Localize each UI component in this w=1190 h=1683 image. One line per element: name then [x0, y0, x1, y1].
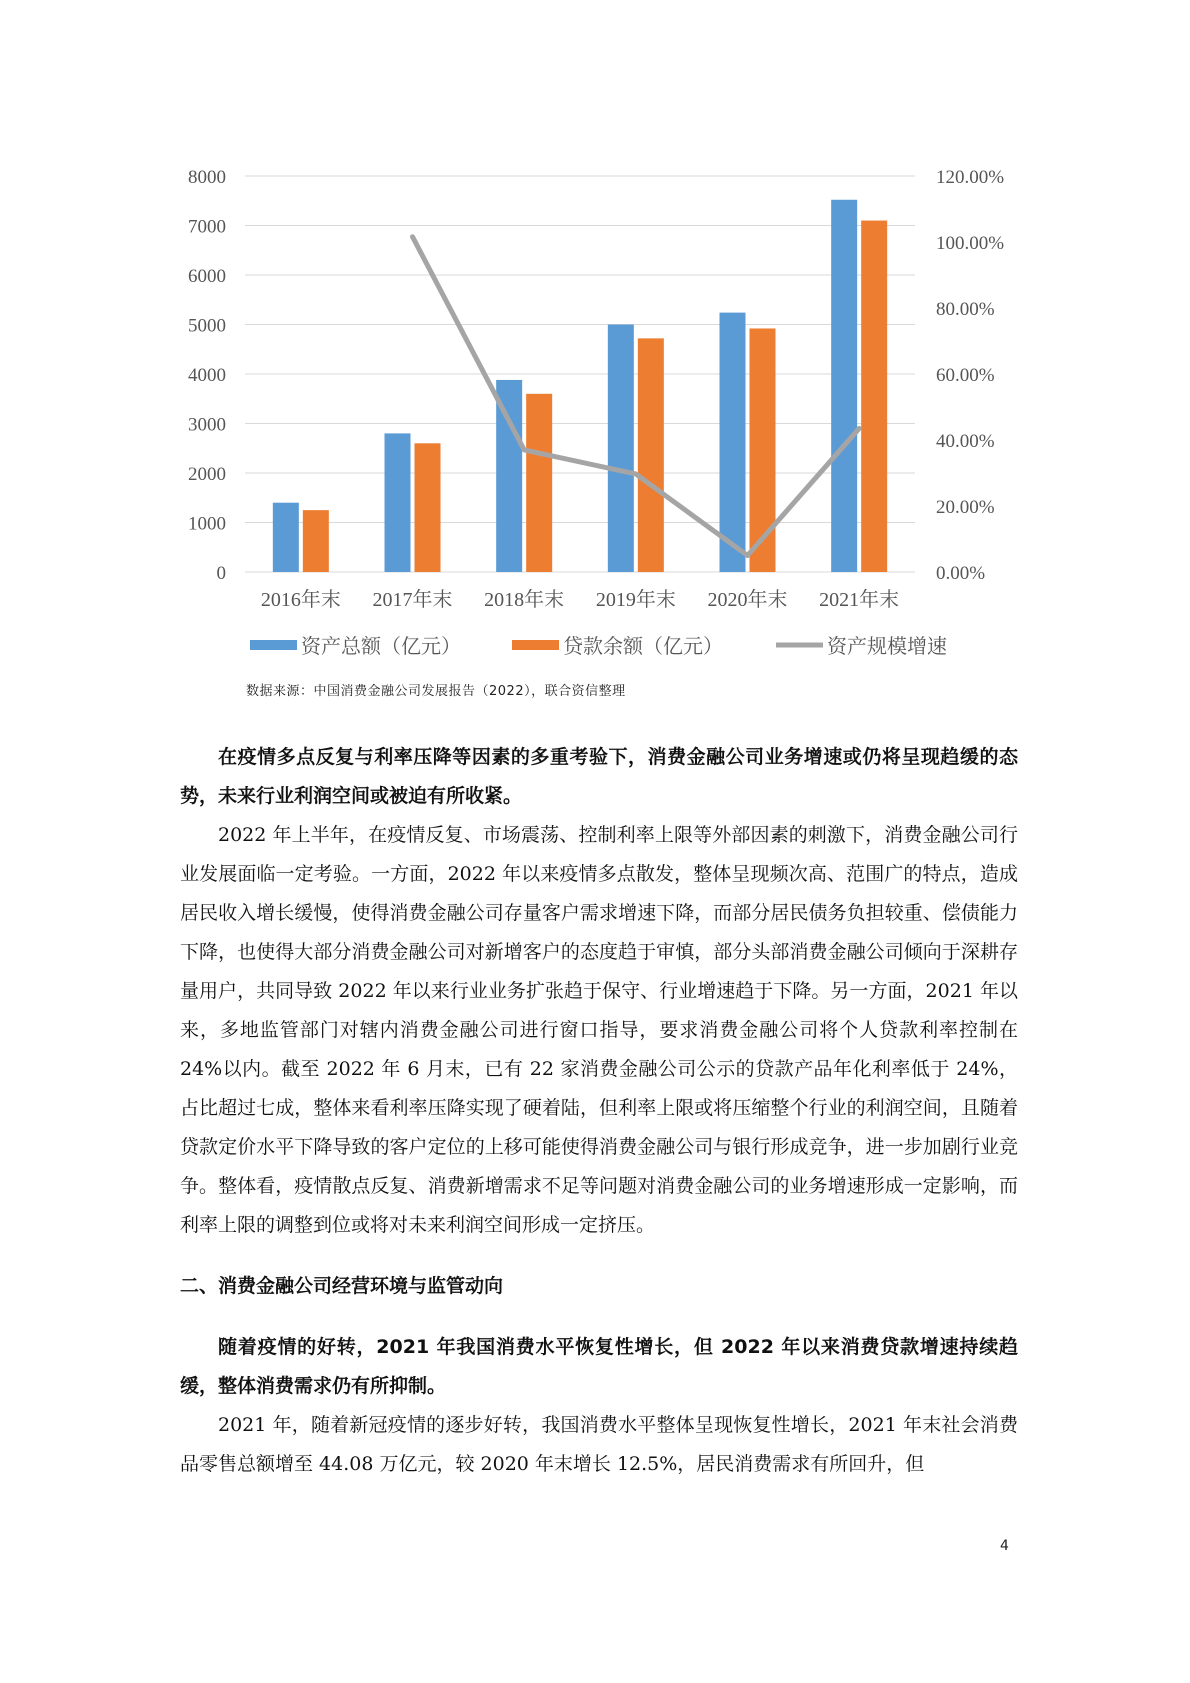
bars [273, 200, 887, 572]
x-axis [261, 588, 899, 611]
x-tick-label: 2018年末 [484, 589, 565, 611]
y-left-tick-label: 5000 [188, 315, 226, 337]
growth-line [413, 237, 860, 556]
bar-loans [861, 221, 887, 572]
bar-assets [720, 313, 746, 572]
y-left-tick-label: 0 [216, 563, 226, 584]
legend-label-assets: 资产总额（亿元） [301, 634, 461, 658]
legend-swatch-loans [512, 640, 559, 650]
x-tick-label: 2017年末 [372, 589, 453, 611]
y-right-tick-label: 120.00% [936, 167, 1005, 188]
x-tick-label: 2020年末 [707, 589, 788, 611]
bar-assets [273, 503, 299, 572]
y-right-tick-label: 0.00% [936, 563, 986, 584]
y-left-tick-label: 8000 [188, 167, 226, 188]
chart [0, 0, 1190, 680]
bar-loans [526, 394, 552, 572]
legend-label-loans: 贷款余额（亿元） [563, 634, 723, 658]
paragraph-heading-1: 在疫情多点反复与利率压降等因素的多重考验下，消费金融公司业务增速或仍将呈现趋缓的态势，未来行业利润空间或被迫有所收紧。 [180, 746, 1018, 807]
y-axis-right [936, 167, 1004, 584]
x-tick-label: 2019年末 [595, 589, 676, 611]
bar-assets [385, 433, 411, 572]
paragraph-heading-2: 随着疫情的好转，2021 年我国消费水平恢复性增长，但 2022 年以来消费贷款增速持续趋缓，整体消费需求仍有所抑制。 [180, 1336, 1018, 1397]
y-axis-left [188, 167, 226, 584]
bar-loans [415, 443, 441, 572]
bar-loans [303, 510, 329, 572]
section-title: 二、消费金融公司经营环境与监管动向 [180, 1275, 504, 1297]
y-left-tick-label: 6000 [188, 266, 226, 287]
bar-assets [831, 200, 857, 572]
legend-swatch-assets [250, 640, 297, 650]
y-left-tick-label: 7000 [188, 216, 226, 238]
legend [250, 634, 947, 658]
paragraph-body-1: 2022 年上半年，在疫情反复、市场震荡、控制利率上限等外部因素的刺激下，消费金融公司行业发展面临一定考验。一方面，2022 年以来疫情多点散发，整体呈现频次高、范围广的特点，造成居民收入增长缓慢，使得消费金融公司存量客户需求增速下降，而部分居民债务负担较重、偿债能力下降，也使得大部分消费金融公司对新增客户的态度趋于审慎，部分头部消费金融公司倾向于深耕存量用户，共同导致 2022 年以来行业业务扩张趋于保守、行业增速趋于下降。另一方面，2021 年以来，多地监管部门对辖内消费金融公司进行窗口指导，要求消费金融公司将个人贷款利率控制在 24%以内。截至 2022 年 6 月末，已有 22 家消费金融公司公示的贷款产品年化利率低于 24%，占比超过七成，整体来看利率压降实现了硬着陆，但利率上限或将压缩整个行业的利润空间，且随着贷款定价水平下降导致的客户定位的上移可能使得消费金融公司与银行形成竞争，进一步加剧行业竞争。整体看，疫情散点反复、消费新增需求不足等问题对消费金融公司的业务增速形成一定影响，而利率上限的调整到位或将对未来利润空间形成一定挤压。 [180, 824, 1018, 1236]
bar-loans [638, 338, 664, 572]
y-right-tick-label: 80.00% [936, 299, 995, 320]
y-right-tick-label: 20.00% [936, 497, 995, 518]
x-tick-label: 2016年末 [260, 589, 341, 611]
y-right-tick-label: 100.00% [936, 233, 1005, 254]
paragraph-body-2: 2021 年，随着新冠疫情的逐步好转，我国消费水平整体呈现恢复性增长，2021 年末社会消费品零售总额增至 44.08 万亿元，较 2020 年末增长 12.5%，居民消费需求有所回升，但 [180, 1414, 1018, 1475]
source-note: 数据来源：中国消费金融公司发展报告（2022），联合资信整理 [246, 684, 626, 699]
y-left-tick-label: 3000 [188, 414, 226, 436]
growth-rate-line [413, 237, 860, 556]
gridlines [245, 176, 915, 572]
page-number: 4 [1000, 1538, 1009, 1554]
y-left-tick-label: 4000 [188, 365, 226, 386]
y-right-tick-label: 40.00% [936, 431, 995, 452]
y-left-tick-label: 2000 [188, 464, 226, 485]
y-left-tick-label: 1000 [188, 513, 226, 535]
body-content [180, 738, 1018, 1484]
y-right-tick-label: 60.00% [936, 365, 995, 386]
bar-assets [608, 325, 634, 573]
x-tick-label: 2021年末 [819, 589, 900, 611]
legend-label-growth: 资产规模增速 [827, 634, 947, 658]
